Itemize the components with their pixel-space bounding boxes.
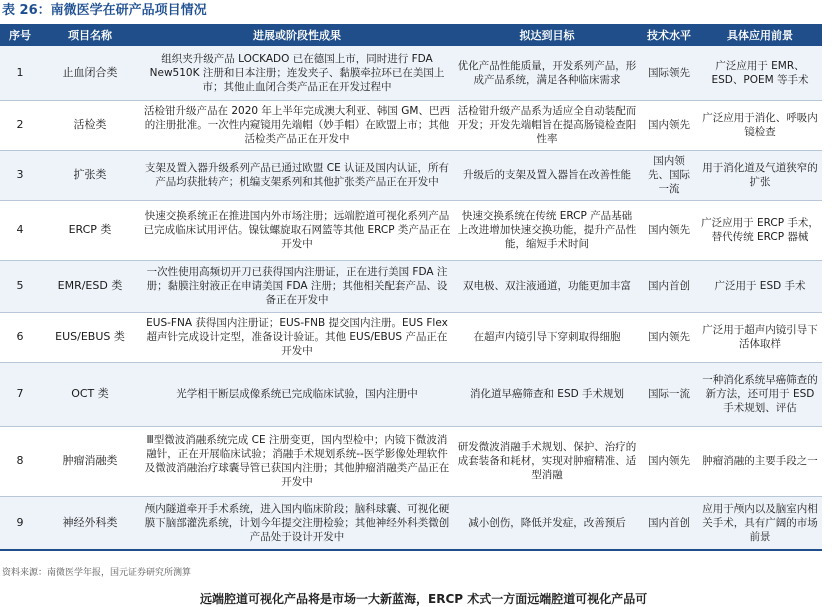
cell-outlook: 一种消化系统早癌筛查的新方法，还可用于 ESD 手术规划、评估 <box>698 362 822 426</box>
cell-progress: 光学相干断层成像系统已完成临床试验，国内注册中 <box>140 362 454 426</box>
header-outlook: 具体应用前景 <box>698 24 822 46</box>
cell-progress: 一次性使用高频切开刀已获得国内注册证，正在进行美国 FDA 注册；黏膜注射液正在申请美国 FDA 注册；其他相关配套产品、设备正在开发中 <box>140 260 454 312</box>
cell-outlook: 肿瘤消融的主要手段之一 <box>698 426 822 496</box>
header-goal: 拟达到目标 <box>454 24 640 46</box>
cell-goal: 消化道早癌筛查和 ESD 手术规划 <box>454 362 640 426</box>
cell-no: 8 <box>0 426 40 496</box>
cell-progress: EUS-FNA 获得国内注册证；EUS-FNB 提交国内注册。EUS Flex 超声针完成设计定型，准备设计验证。其他 EUS/EBUS 产品正在开发中 <box>140 312 454 362</box>
cell-outlook: 用于消化道及气道狭窄的扩张 <box>698 150 822 200</box>
table-title: 表 26：南微医学在研产品项目情况 <box>2 3 207 18</box>
cell-no: 3 <box>0 150 40 200</box>
cell-goal: 在超声内镜引导下穿刺取得细胞 <box>454 312 640 362</box>
cell-level: 国际一流 <box>640 362 698 426</box>
cell-name: EUS/EBUS 类 <box>40 312 140 362</box>
cell-outlook: 广泛应用于 ERCP 手术，替代传统 ERCP 器械 <box>698 200 822 260</box>
cell-name: 止血闭合类 <box>40 46 140 100</box>
cell-level: 国内领先 <box>640 200 698 260</box>
cell-level: 国内首创 <box>640 260 698 312</box>
cell-outlook: 广泛用于 ESD 手术 <box>698 260 822 312</box>
cell-no: 9 <box>0 496 40 550</box>
cell-goal: 减小创伤，降低并发症，改善预后 <box>454 496 640 550</box>
cell-name: 肿瘤消融类 <box>40 426 140 496</box>
cell-outlook: 应用于颅内以及脑室内相关手术，具有广阔的市场前景 <box>698 496 822 550</box>
table-row <box>0 46 822 100</box>
cell-no: 6 <box>0 312 40 362</box>
cell-progress: 颅内隧道牵开手术系统，进入国内临床阶段；脑科球囊、可视化硬膜下脑部灌洗系统，计划今年提交注册检验；其他神经外科类微创产品处于设计开发中 <box>140 496 454 550</box>
cell-name: 扩张类 <box>40 150 140 200</box>
cell-no: 7 <box>0 362 40 426</box>
cell-no: 4 <box>0 200 40 260</box>
cell-outlook: 广泛应用于消化、呼吸内镜检查 <box>698 100 822 150</box>
cell-progress: 支架及置入器升级系列产品已通过欧盟 CE 认证及国内认证，所有产品均获批转产；机编支架系列和其他扩张类产品正在开发中 <box>140 150 454 200</box>
cell-name: ERCP 类 <box>40 200 140 260</box>
source-note: 资料来源：南微医学年报，国元证券研究所测算 <box>2 568 192 578</box>
header-level: 技术水平 <box>640 24 698 46</box>
cell-level: 国内领先 <box>640 426 698 496</box>
table-row <box>0 496 822 550</box>
table-row <box>0 260 822 312</box>
header-no: 序号 <box>0 24 40 46</box>
cell-level: 国际领先 <box>640 46 698 100</box>
product-pipeline-table <box>0 24 822 551</box>
table-row <box>0 150 822 200</box>
cell-progress: 快速交换系统正在推进国内外市场注册；远端腔道可视化系列产品已完成临床试用评估。镍钛螺旋取石网篮等其他 ERCP 类产品正在开发中 <box>140 200 454 260</box>
cell-goal: 研发微波消融手术规划、保护、治疗的成套装备和耗材，实现对肿瘤精准、适型消融 <box>454 426 640 496</box>
cell-goal: 活检钳升级产品系为适应全自动装配而开发；开发先端帽旨在提高肠镜检查阳性率 <box>454 100 640 150</box>
cell-no: 1 <box>0 46 40 100</box>
cell-goal: 升级后的支架及置入器旨在改善性能 <box>454 150 640 200</box>
cell-level: 国内领先 <box>640 312 698 362</box>
cell-level: 国内首创 <box>640 496 698 550</box>
table-row <box>0 312 822 362</box>
table-row <box>0 362 822 426</box>
header-progress: 进展或阶段性成果 <box>140 24 454 46</box>
cell-outlook: 广泛应用于 EMR、ESD、POEM 等手术 <box>698 46 822 100</box>
cell-progress: 活检钳升级产品在 2020 年上半年完成澳大利亚、韩国 GM、巴西的注册批准。一次性内窥镜用先端帽（妙手帽）在欧盟上市；其他活检类产品正在开发中 <box>140 100 454 150</box>
cell-no: 5 <box>0 260 40 312</box>
table-row <box>0 426 822 496</box>
cell-goal: 双电极、双注液通道，功能更加丰富 <box>454 260 640 312</box>
cell-name: 神经外科类 <box>40 496 140 550</box>
cell-outlook: 广泛用于超声内镜引导下活体取样 <box>698 312 822 362</box>
header-name: 项目名称 <box>40 24 140 46</box>
table-header-row <box>0 24 822 46</box>
cell-name: 活检类 <box>40 100 140 150</box>
table-row <box>0 100 822 150</box>
body-text-fragment: 远端腔道可视化产品将是市场一大新蓝海，ERCP 术式一方面远端腔道可视化产品可 <box>200 592 648 606</box>
cell-goal: 快速交换系统在传统 ERCP 产品基础上改进增加快速交换功能，提升产品性能，缩短手术时间 <box>454 200 640 260</box>
table-row <box>0 200 822 260</box>
cell-name: OCT 类 <box>40 362 140 426</box>
cell-goal: 优化产品性能质量，开发系列产品，形成产品系统，满足各种临床需求 <box>454 46 640 100</box>
cell-no: 2 <box>0 100 40 150</box>
cell-level: 国内领先、国际一流 <box>640 150 698 200</box>
cell-progress: 组织夹升级产品 LOCKADO 已在德国上市，同时进行 FDA New510K 注册和日本注册；连发夹子、黏膜牵拉环已在美国上市；其他止血闭合类产品正在开发过程中 <box>140 46 454 100</box>
cell-progress: Ⅲ型微波消融系统完成 CE 注册变更，国内型检中；内镜下微波消融针，正在开展临床试验；消融手术规划系统--医学影像处理软件及微波消融治疗球囊导管已获国内注册；其他肿瘤消融类产品正在开发中 <box>140 426 454 496</box>
cell-level: 国内领先 <box>640 100 698 150</box>
cell-name: EMR/ESD 类 <box>40 260 140 312</box>
